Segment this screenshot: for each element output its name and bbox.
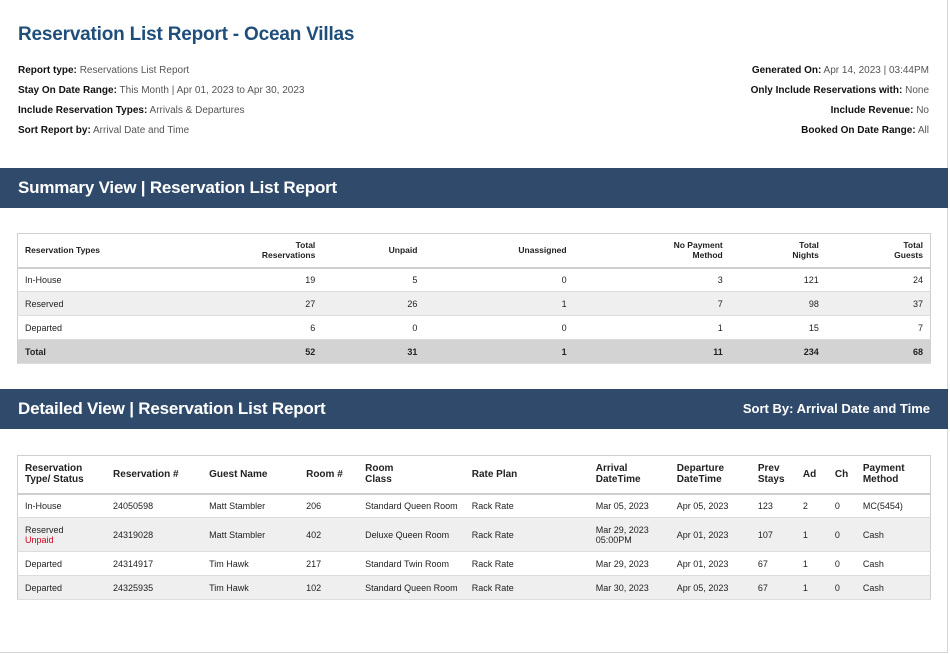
cell-guests: 24 <box>912 274 923 285</box>
table-row <box>18 552 931 576</box>
meta-label: Generated On: <box>751 65 822 76</box>
cell-arrival: Mar 29, 2023 05:00PM <box>595 524 649 545</box>
cell-guests: 7 <box>917 322 923 333</box>
cell-departure: Apr 05, 2023 <box>676 582 729 593</box>
col-type-status: Reservation Type/ Status <box>18 456 107 494</box>
detailed-table <box>17 455 931 600</box>
cell-rate: Rack Rate <box>471 582 514 593</box>
cell-room: 102 <box>306 582 322 593</box>
cell-departure: Apr 05, 2023 <box>676 500 729 511</box>
cell-total: 27 <box>305 298 316 309</box>
meta-include-with <box>751 85 929 105</box>
col-reservation-types: Reservation Types <box>18 234 167 268</box>
col-no-payment-method: No Payment Method <box>574 234 730 268</box>
cell-nights: 15 <box>808 322 819 333</box>
cell-payment: Cash <box>862 558 884 569</box>
cell-total: 6 <box>310 322 316 333</box>
cell-unassigned: 0 <box>561 322 567 333</box>
meta-value: Apr 14, 2023 | 03:44PM <box>823 65 929 76</box>
summary-heading: Summary View | Reservation List Report <box>18 178 338 197</box>
cell-nopay: 11 <box>713 346 723 357</box>
meta-sort-by <box>18 125 304 145</box>
cell-ad: 1 <box>802 558 808 569</box>
cell-nights: 98 <box>808 298 819 309</box>
cell-unpaid: 26 <box>407 298 418 309</box>
cell-guest: Matt Stambler <box>209 500 266 511</box>
table-row <box>18 494 931 518</box>
cell-prev: 67 <box>757 582 768 593</box>
meta-label: Sort Report by: <box>18 125 91 136</box>
cell-rate: Rack Rate <box>471 558 514 569</box>
cell-res-number: 24314917 <box>113 558 154 569</box>
summary-row-departed <box>18 316 931 340</box>
detailed-heading: Detailed View | Reservation List Report <box>18 399 326 418</box>
cell-rate: Rack Rate <box>471 500 514 511</box>
meta-value: Arrivals & Departures <box>149 105 245 116</box>
meta-label: Report type: <box>18 65 77 76</box>
cell-room: 217 <box>306 558 322 569</box>
cell-guests: 37 <box>912 298 923 309</box>
cell-prev: 67 <box>757 558 768 569</box>
meta-value: All <box>917 125 929 136</box>
cell-type: Departed <box>25 322 63 333</box>
meta-report-type <box>18 65 304 85</box>
meta-label: Only Include Reservations with: <box>750 85 903 96</box>
cell-status: In-House <box>25 500 62 511</box>
cell-room: 402 <box>306 529 322 540</box>
cell-payment: Cash <box>862 582 884 593</box>
cell-class: Deluxe Queen Room <box>365 529 450 540</box>
cell-type: Total <box>25 346 46 357</box>
cell-ad: 1 <box>802 582 808 593</box>
col-room-number: Room # <box>299 456 358 494</box>
meta-label: Booked On Date Range: <box>801 125 916 136</box>
meta-stay-date-range <box>18 85 304 105</box>
cell-unpaid: 31 <box>407 346 418 357</box>
col-room-class: Room Class <box>358 456 465 494</box>
cell-type: In-House <box>25 274 62 285</box>
cell-ch: 0 <box>834 582 840 593</box>
col-total-guests: Total Guests <box>826 234 931 268</box>
report-meta-right <box>751 65 929 145</box>
cell-guest: Tim Hawk <box>209 582 249 593</box>
cell-unassigned: 1 <box>561 346 567 357</box>
meta-generated-on <box>751 65 929 85</box>
col-departure: Departure DateTime <box>670 456 751 494</box>
col-reservation-number: Reservation # <box>106 456 202 494</box>
meta-booked-range <box>751 125 929 145</box>
cell-rate: Rack Rate <box>471 529 514 540</box>
cell-nights: 121 <box>803 274 819 285</box>
cell-unpaid: 5 <box>412 274 418 285</box>
cell-res-number: 24325935 <box>113 582 154 593</box>
cell-prev: 123 <box>757 500 773 511</box>
cell-total: 19 <box>305 274 316 285</box>
cell-nopay: 7 <box>717 298 723 309</box>
cell-payment: Cash <box>862 529 884 540</box>
cell-guest: Matt Stambler <box>209 529 266 540</box>
summary-table <box>17 233 931 364</box>
cell-nopay: 3 <box>717 274 723 285</box>
cell-ad: 2 <box>802 500 808 511</box>
unpaid-label: Unpaid <box>25 534 54 545</box>
meta-value: Arrival Date and Time <box>93 125 190 136</box>
meta-value: Reservations List Report <box>79 65 190 76</box>
summary-row-total <box>18 340 931 364</box>
meta-label: Include Reservation Types: <box>18 105 148 116</box>
cell-unassigned: 1 <box>561 298 567 309</box>
col-rate-plan: Rate Plan <box>465 456 589 494</box>
cell-res-number: 24050598 <box>113 500 154 511</box>
cell-ch: 0 <box>834 529 840 540</box>
detailed-sort-label: Sort By: Arrival Date and Time <box>742 401 930 416</box>
meta-value: None <box>905 85 929 96</box>
cell-type: Reserved <box>25 298 64 309</box>
col-guest-name: Guest Name <box>202 456 299 494</box>
cell-res-number: 24319028 <box>113 529 154 540</box>
report-title: Reservation List Report - Ocean Villas <box>18 24 355 45</box>
col-arrival: Arrival DateTime <box>589 456 670 494</box>
cell-unassigned: 0 <box>561 274 567 285</box>
cell-ch: 0 <box>834 558 840 569</box>
report-meta-left <box>18 65 304 145</box>
cell-nopay: 1 <box>717 322 723 333</box>
cell-ch: 0 <box>834 500 840 511</box>
col-unpaid: Unpaid <box>322 234 424 268</box>
cell-prev: 107 <box>757 529 773 540</box>
cell-departure: Apr 01, 2023 <box>676 558 729 569</box>
col-children: Ch <box>828 456 856 494</box>
summary-row-in-house <box>18 268 931 292</box>
meta-reservation-types <box>18 105 304 125</box>
cell-arrival: Mar 30, 2023 <box>595 582 649 593</box>
table-row <box>18 518 931 552</box>
meta-value: This Month | Apr 01, 2023 to Apr 30, 2023 <box>119 85 305 96</box>
cell-class: Standard Queen Room <box>365 500 458 511</box>
col-payment-method: Payment Method <box>856 456 931 494</box>
summary-row-reserved <box>18 292 931 316</box>
cell-arrival: Mar 05, 2023 <box>595 500 649 511</box>
col-total-nights: Total Nights <box>730 234 826 268</box>
cell-status: Departed <box>25 558 63 569</box>
cell-ad: 1 <box>802 529 808 540</box>
cell-class: Standard Queen Room <box>365 582 458 593</box>
cell-departure: Apr 01, 2023 <box>676 529 729 540</box>
cell-unpaid: 0 <box>412 322 418 333</box>
col-prev-stays: Prev Stays <box>751 456 796 494</box>
col-adults: Ad <box>796 456 828 494</box>
summary-section-header <box>0 168 948 208</box>
meta-label: Include Revenue: <box>830 105 914 116</box>
cell-total: 52 <box>305 346 316 357</box>
col-unassigned: Unassigned <box>424 234 573 268</box>
col-total-reservations: Total Reservations <box>166 234 322 268</box>
meta-label: Stay On Date Range: <box>18 85 117 96</box>
detailed-section-header <box>0 389 948 429</box>
cell-guests: 68 <box>912 346 923 357</box>
cell-status: Reserved Unpaid <box>18 518 107 552</box>
meta-include-revenue <box>751 105 929 125</box>
cell-status: Departed <box>25 582 63 593</box>
cell-arrival: Mar 29, 2023 <box>595 558 649 569</box>
cell-payment: MC(5454) <box>862 500 903 511</box>
table-row <box>18 576 931 600</box>
meta-value: No <box>916 105 929 116</box>
detailed-header-row <box>18 456 931 494</box>
cell-nights: 234 <box>803 346 819 357</box>
cell-room: 206 <box>306 500 322 511</box>
cell-guest: Tim Hawk <box>209 558 249 569</box>
cell-class: Standard Twin Room <box>365 558 449 569</box>
summary-header-row <box>18 234 931 268</box>
